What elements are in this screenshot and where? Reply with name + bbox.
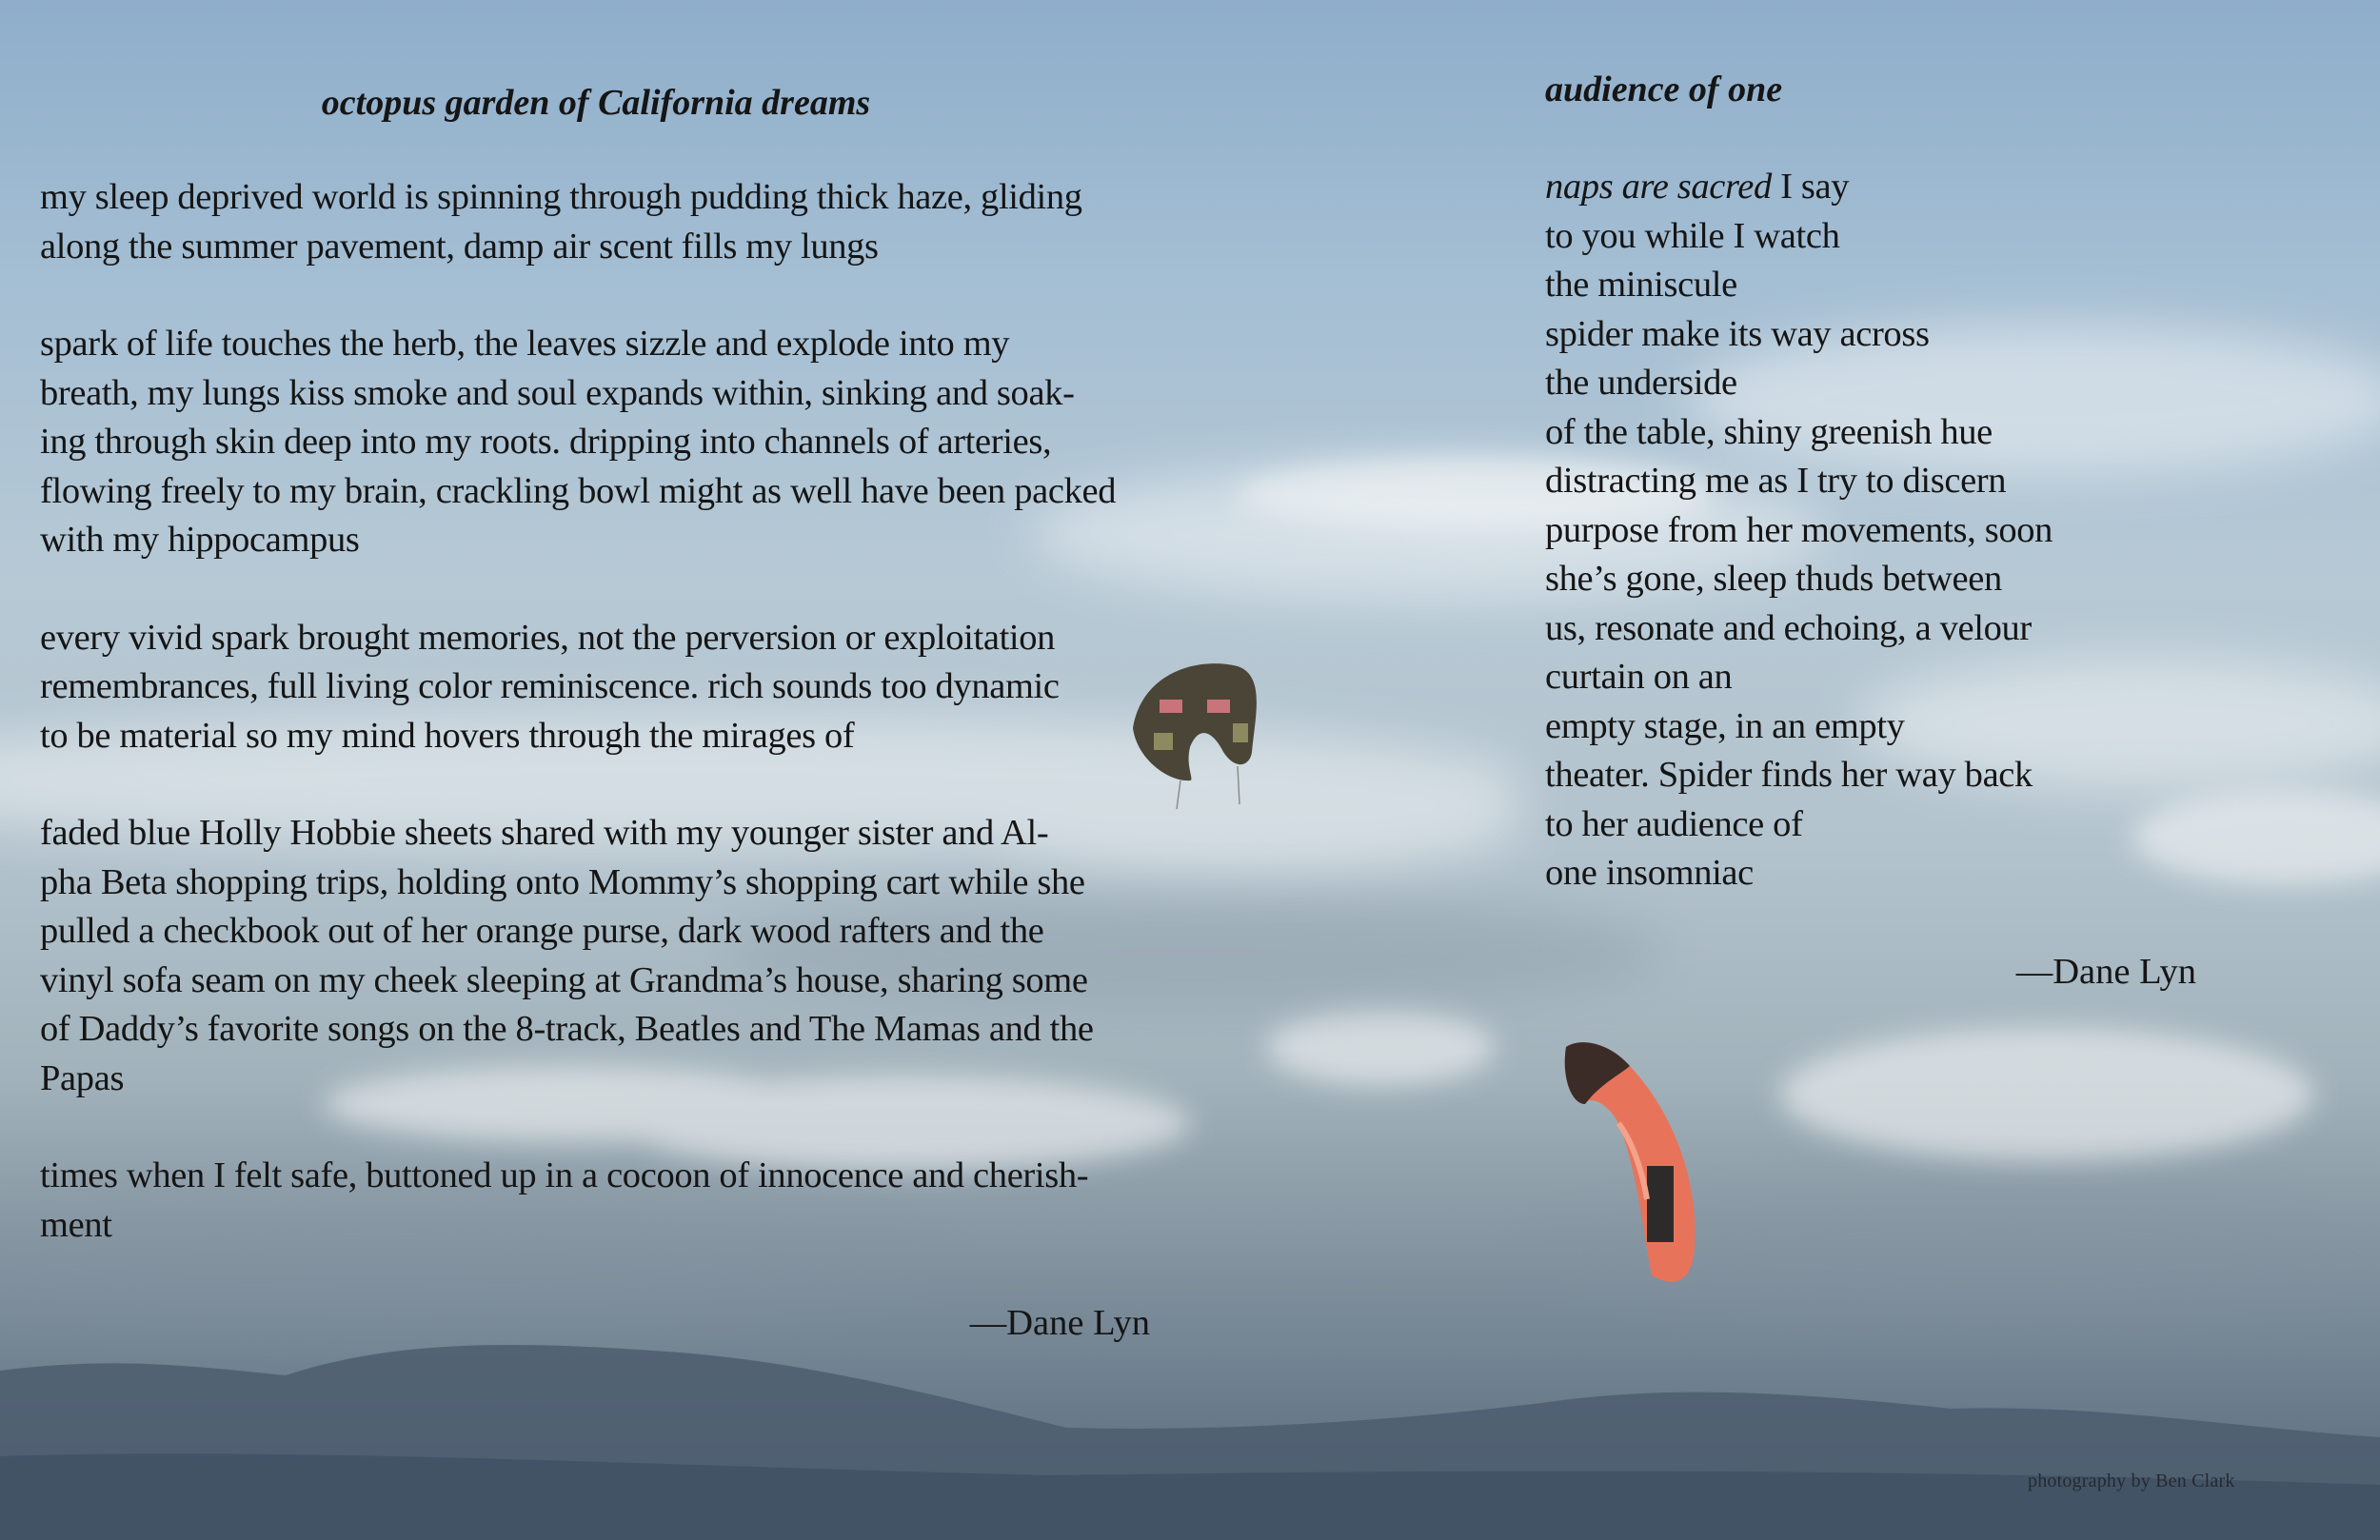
stanza-1 [1545, 163, 2269, 898]
poem-title: audience of one [1545, 69, 1783, 109]
author-byline: —Dane Lyn [2015, 951, 2196, 992]
poem-line: my sleep deprived world is spinning through pudding thick haze, gliding [40, 177, 1082, 217]
poem-line: of Daddy’s favorite songs on the 8-track, Beatles and The Mamas and the [40, 1009, 1094, 1049]
poem-line: pha Beta shopping trips, holding onto Mommy’s shopping cart while she [40, 861, 1085, 902]
poem-line: Papas [40, 1057, 125, 1098]
poem-line: faded blue Holly Hobbie sheets shared with my younger sister and Al- [40, 813, 1049, 853]
poem-line: to be material so my mind hovers through the mirages of [40, 715, 855, 756]
poem-line: flowing freely to my brain, crackling bowl might as well have been packed [40, 470, 1117, 511]
stanza-2 [40, 320, 1163, 565]
photo-credit: photography by Ben Clark [2028, 1471, 2235, 1491]
poem-line: along the summer pavement, damp air scent fills my lungs [40, 226, 879, 267]
poem-line: to her audience of [1545, 803, 1803, 844]
poem-line: the underside [1545, 363, 1737, 403]
italic-phrase: naps are sacred [1545, 167, 1772, 207]
poem-line: empty stage, in an empty [1545, 705, 1905, 746]
poem-line: to you while I watch [1545, 215, 1840, 256]
poem-line: with my hippocampus [40, 520, 360, 560]
poem-line: distracting me as I try to discern [1545, 461, 2007, 501]
poem-line: times when I felt safe, buttoned up in a cocoon of innocence and cherish- [40, 1155, 1089, 1195]
poem-octopus-garden [40, 78, 1163, 1348]
stanza-3 [40, 614, 1163, 761]
poem-line: one insomniac [1545, 853, 1754, 893]
poem-line: us, resonate and echoing, a velour [1545, 607, 2032, 648]
poem-line: of the table, shiny greenish hue [1545, 411, 1993, 452]
author-byline: —Dane Lyn [969, 1303, 1150, 1343]
poem-line-first [1545, 163, 2269, 212]
poem-line: theater. Spider finds her way back [1545, 755, 2033, 795]
poem-line: purpose from her movements, soon [1545, 509, 2053, 550]
poem-line: the miniscule [1545, 265, 1737, 305]
poem-line: spark of life touches the herb, the leaves sizzle and explode into my [40, 324, 1010, 364]
poem-line: vinyl sofa seam on my cheek sleeping at Grandma’s house, sharing some [40, 959, 1088, 1000]
poem-line: spider make its way across [1545, 313, 1930, 354]
first-line-rest: I say [1771, 167, 1850, 207]
stanza-1 [40, 173, 1163, 271]
poem-audience-of-one [1545, 65, 2269, 997]
poem-line: she’s gone, sleep thuds between [1545, 559, 2002, 599]
stanza-4 [40, 809, 1163, 1103]
poem-line: breath, my lungs kiss smoke and soul expands within, sinking and soak- [40, 372, 1075, 413]
poem-line: every vivid spark brought memories, not the perversion or exploitation [40, 617, 1056, 658]
poem-line: pulled a checkbook out of her orange purse, dark wood rafters and the [40, 911, 1044, 951]
poem-line: curtain on an [1545, 657, 1733, 697]
poem-line: ing through skin deep into my roots. dripping into channels of arteries, [40, 422, 1052, 462]
poem-title: octopus garden of California dreams [321, 83, 871, 123]
poem-line: ment [40, 1204, 112, 1245]
poem-line: remembrances, full living color reminiscence. rich sounds too dynamic [40, 666, 1060, 706]
stanza-5 [40, 1152, 1163, 1250]
